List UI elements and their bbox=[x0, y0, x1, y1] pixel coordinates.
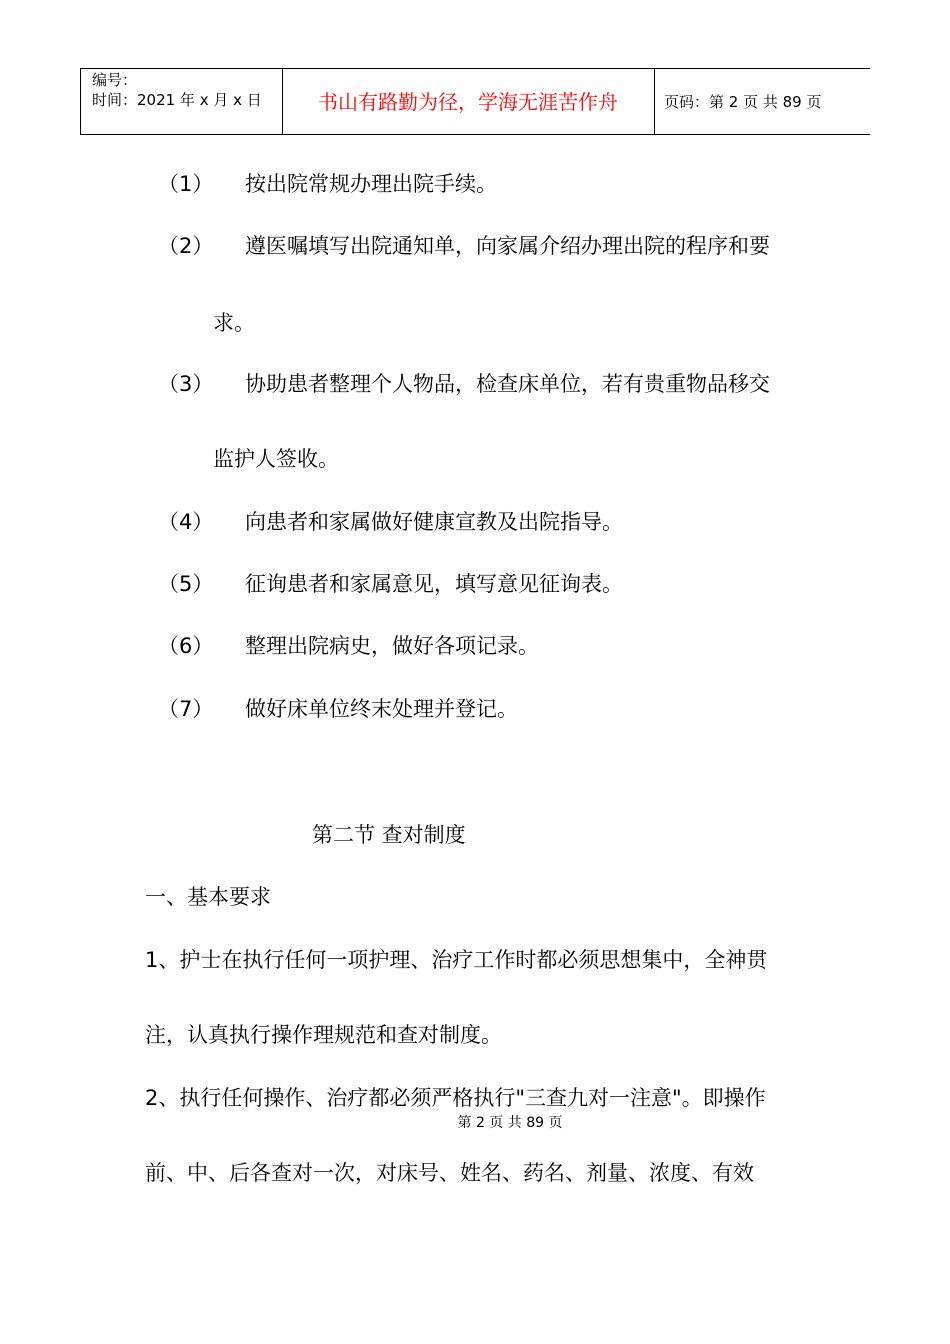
paragraph-line: 1、护士在执行任何一项护理、治疗工作时都必须思想集中，全神贯 bbox=[145, 948, 768, 972]
paragraph-line: 前、中、后各查对一次，对床号、姓名、药名、剂量、浓度、有效 bbox=[145, 1161, 754, 1185]
list-item-text: 遵医嘱填写出院通知单，向家属介绍办理出院的程序和要 bbox=[245, 234, 770, 258]
section-title: 第二节 查对制度 bbox=[312, 823, 466, 847]
header-table bbox=[80, 68, 870, 135]
list-item-number: （2） bbox=[158, 234, 214, 258]
list-item-continuation-text: 求。 bbox=[213, 311, 255, 335]
list-item-number: （3） bbox=[158, 372, 214, 396]
header-motto: 书山有路勤为径，学海无涯苦作舟 bbox=[318, 90, 618, 114]
list-item-text: 做好床单位终末处理并登记。 bbox=[245, 697, 518, 721]
subheading: 一、基本要求 bbox=[145, 885, 271, 909]
document-date-label: 时间：2021 年 x 月 x 日 bbox=[92, 91, 262, 109]
header-motto-cell bbox=[282, 69, 655, 134]
footer-page-number: 第 2 页 共 89 页 bbox=[457, 1115, 563, 1131]
header-page-label: 页码：第 2 页 共 89 页 bbox=[664, 93, 822, 111]
list-item-text: 征询患者和家属意见，填写意见征询表。 bbox=[245, 572, 623, 596]
list-item-number: （4） bbox=[158, 510, 214, 534]
list-item-text: 整理出院病史，做好各项记录。 bbox=[245, 634, 539, 658]
header-info-cell bbox=[81, 69, 283, 134]
paragraph-line: 注，认真执行操作理规范和查对制度。 bbox=[145, 1023, 502, 1047]
header-page-cell bbox=[654, 69, 870, 134]
list-item-continuation-text: 监护人签收。 bbox=[213, 447, 339, 471]
list-item-number: （7） bbox=[158, 697, 214, 721]
document-number-label: 编号： bbox=[92, 71, 138, 89]
list-item-text: 按出院常规办理出院手续。 bbox=[245, 172, 497, 196]
list-item-text: 协助患者整理个人物品，检查床单位，若有贵重物品移交 bbox=[245, 372, 770, 396]
paragraph-line: 2、执行任何操作、治疗都必须严格执行"三查九对一注意"。即操作 bbox=[145, 1086, 766, 1110]
list-item-number: （1） bbox=[158, 172, 214, 196]
list-item-number: （6） bbox=[158, 634, 214, 658]
list-item-number: （5） bbox=[158, 572, 214, 596]
list-item-text: 向患者和家属做好健康宣教及出院指导。 bbox=[245, 510, 623, 534]
